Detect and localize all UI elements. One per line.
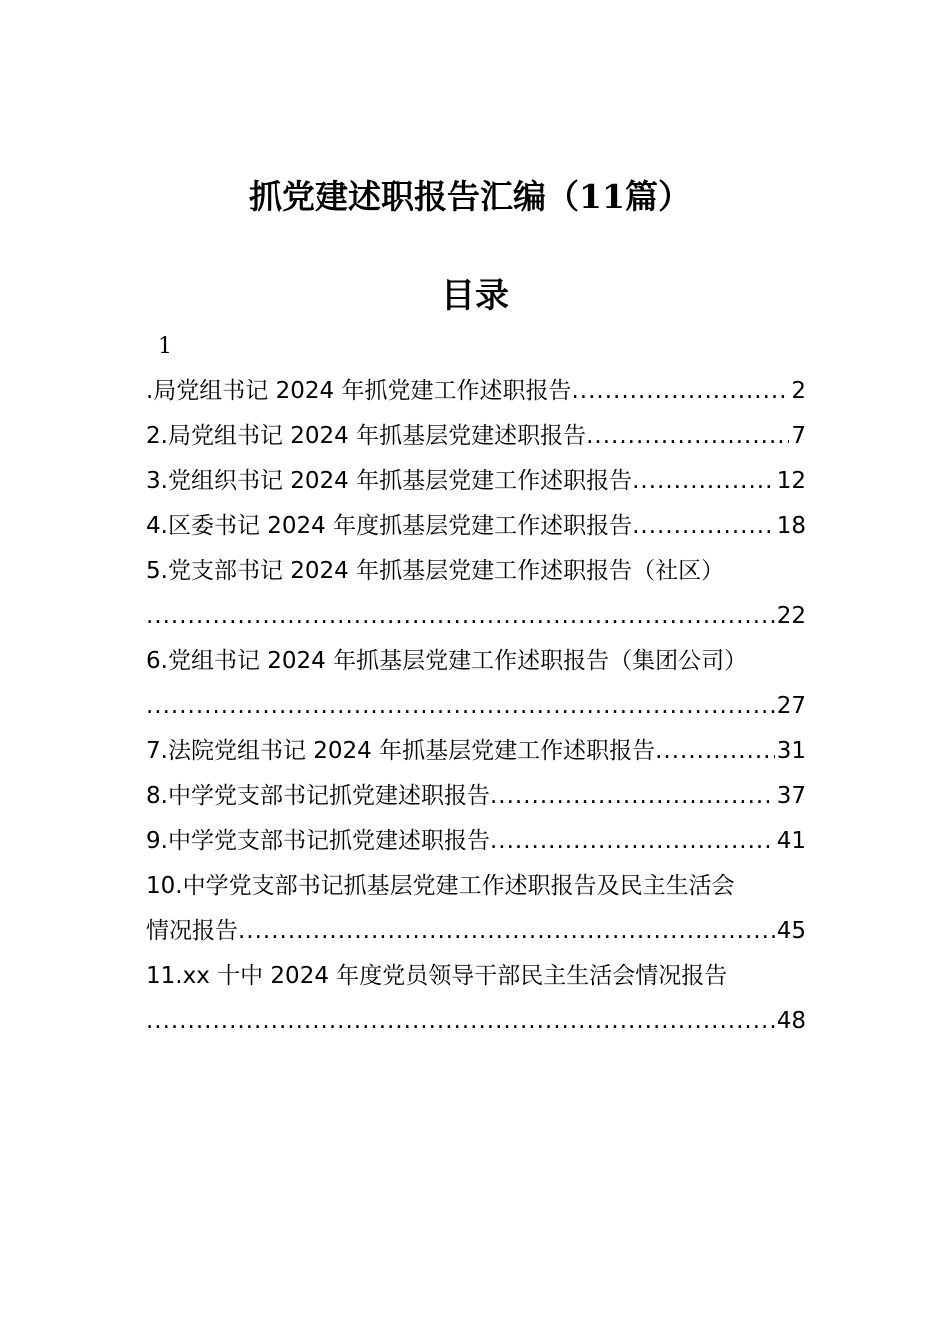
toc-entry-page: 27 — [776, 693, 806, 719]
table-of-contents — [146, 324, 806, 1044]
toc-entry-4[interactable] — [146, 504, 806, 549]
toc-entry-2[interactable] — [146, 414, 806, 459]
toc-entry-7[interactable] — [146, 729, 806, 774]
dot-leader — [238, 909, 775, 954]
toc-entry-11[interactable]: 11.xx 十中 2024 年度党员领导干部民主生活会情况报告 — [146, 963, 728, 989]
toc-entry-title: 2.局党组书记 2024 年抓基层党建述职报告 — [146, 423, 587, 449]
toc-entry-10-leader[interactable] — [146, 909, 806, 954]
toc-entry-page: 2 — [791, 378, 806, 404]
dot-leader — [571, 369, 789, 414]
dot-leader — [146, 999, 775, 1044]
dot-leader — [586, 414, 789, 459]
toc-entry-title: 情况报告 — [146, 918, 238, 944]
dot-leader — [146, 594, 775, 639]
toc-entry-title: 9.中学党支部书记抓党建述职报告 — [146, 828, 490, 854]
toc-entry-5[interactable]: 5.党支部书记 2024 年抓基层党建工作述职报告（社区） — [146, 558, 725, 584]
toc-entry-9[interactable] — [146, 819, 806, 864]
toc-entry-page: 22 — [776, 603, 806, 629]
toc-entry-page: 31 — [776, 738, 806, 764]
toc-stray-number: 1 — [158, 334, 172, 359]
toc-entry-8[interactable] — [146, 774, 806, 819]
dot-leader — [655, 729, 775, 774]
dot-leader — [146, 684, 775, 729]
toc-entry-title: .局党组书记 2024 年抓党建工作述职报告 — [146, 378, 572, 404]
dot-leader — [490, 819, 775, 864]
toc-entry-5-leader[interactable] — [146, 594, 806, 639]
toc-entry-page: 41 — [776, 828, 806, 854]
toc-entry-page: 45 — [776, 918, 806, 944]
toc-entry-title: 8.中学党支部书记抓党建述职报告 — [146, 783, 490, 809]
toc-entry-title: 4.区委书记 2024 年度抓基层党建工作述职报告 — [146, 513, 633, 539]
toc-entry-11-leader[interactable] — [146, 999, 806, 1044]
toc-entry-title: 3.党组织书记 2024 年抓基层党建工作述职报告 — [146, 468, 633, 494]
dot-leader — [632, 459, 775, 504]
toc-heading: 目录 — [441, 276, 509, 316]
toc-entry-6-leader[interactable] — [146, 684, 806, 729]
toc-entry-10[interactable]: 10.中学党支部书记抓基层党建工作述职报告及民主生活会 — [146, 873, 735, 899]
document-title: 抓党建述职报告汇编（11篇） — [249, 177, 691, 216]
toc-entry-page: 12 — [776, 468, 806, 494]
toc-entry-page: 37 — [776, 783, 806, 809]
dot-leader — [632, 504, 775, 549]
toc-entry-3[interactable] — [146, 459, 806, 504]
toc-entry-page: 48 — [776, 1008, 806, 1034]
dot-leader — [490, 774, 775, 819]
toc-entry-page: 18 — [776, 513, 806, 539]
toc-entry-6[interactable]: 6.党组书记 2024 年抓基层党建工作述职报告（集团公司） — [146, 648, 748, 674]
toc-entry-1[interactable] — [146, 369, 806, 414]
toc-entry-page: 7 — [791, 423, 806, 449]
toc-entry-title: 7.法院党组书记 2024 年抓基层党建工作述职报告 — [146, 738, 656, 764]
